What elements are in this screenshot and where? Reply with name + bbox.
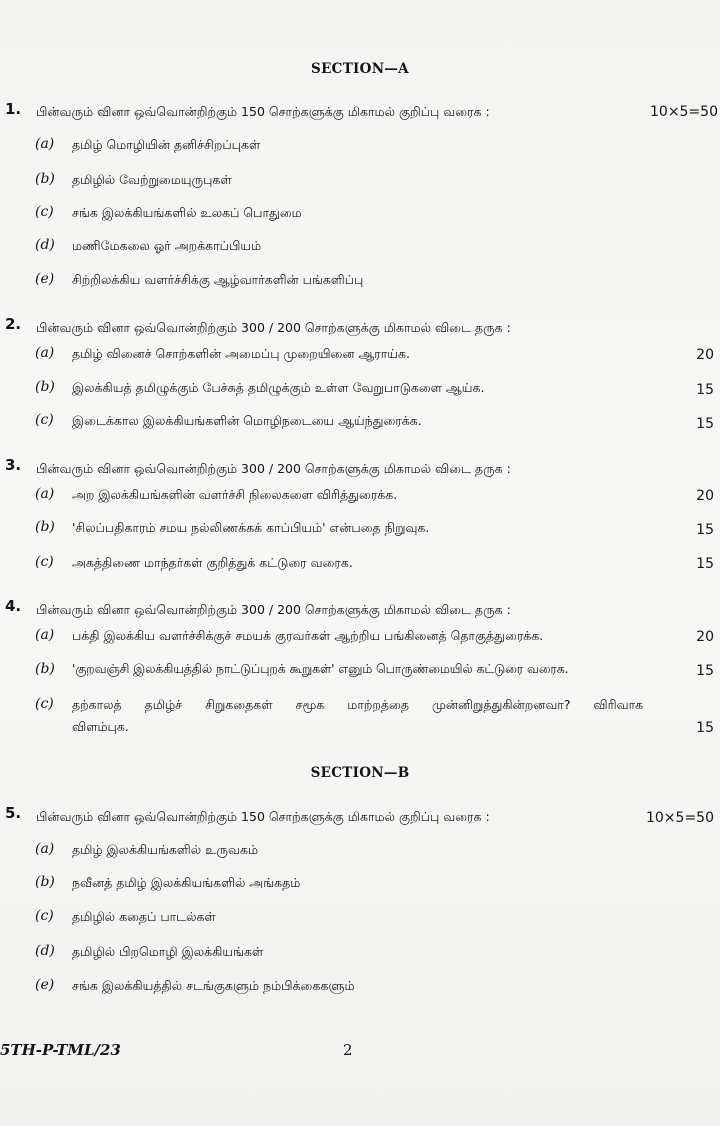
q5-c-label: (c) [35, 908, 54, 924]
q2-a-marks: 20 [696, 347, 714, 363]
q5-a-label: (a) [35, 841, 55, 857]
q1-d-label: (d) [35, 237, 55, 253]
q4-a-marks: 20 [696, 629, 714, 645]
q1-c-text: சங்க இலக்கியங்களில் உலகப் பொதுமை [72, 205, 302, 220]
q5-e-label: (e) [35, 977, 55, 993]
q4-c-text: தற்காலத் தமிழ்ச் சிறுகதைகள் சமூக மாற்றத்தை முன்னிறுத்துகின்றனவா? விரிவாக [72, 697, 644, 712]
q4-a-text: பக்தி இலக்கிய வளர்ச்சிக்குச் சமயக் குரவர்கள் ஆற்றிய பங்கினைத் தொகுத்துரைக்க. [72, 628, 544, 643]
q3-a-marks: 20 [696, 488, 714, 504]
q1-d-text: மணிமேகலை ஓர் அறக்காப்பியம் [72, 238, 262, 253]
question-2-text: பின்வரும் வினா ஒவ்வொன்றிற்கும் 300 / 200 சொற்களுக்கு மிகாமல் விடை தருக : [36, 320, 511, 335]
q5-e-text: சங்க இலக்கியத்தில் சடங்குகளும் நம்பிக்கைகளும் [72, 978, 355, 993]
section-b-title: SECTION—B [310, 765, 410, 781]
q1-a-label: (a) [35, 136, 55, 152]
q2-b-label: (b) [35, 379, 55, 395]
q3-c-marks: 15 [696, 556, 714, 572]
q1-b-text: தமிழில் வேற்றுமையுருபுகள் [72, 172, 232, 187]
q4-b-text: 'குறவஞ்சி இலக்கியத்தில் நாட்டுப்புறக் கூறுகள்' எனும் பொருண்மையில் கட்டுரை வரைக. [72, 662, 569, 676]
q2-a-label: (a) [35, 345, 55, 361]
q3-c-label: (c) [35, 554, 54, 570]
q5-a-text: தமிழ் இலக்கியங்களில் உருவகம் [72, 842, 259, 857]
q3-c-text: அகத்திணை மாந்தர்கள் குறித்துக் கட்டுரை வரைக. [72, 555, 353, 570]
q1-b-label: (b) [35, 171, 55, 187]
q5-b-label: (b) [35, 874, 55, 890]
q2-c-marks: 15 [696, 416, 714, 432]
question-2-number: 2. [5, 315, 22, 333]
q5-b-text: நவீனத் தமிழ் இலக்கியங்களில் அங்கதம் [72, 875, 301, 890]
q5-c-text: தமிழில் கதைப் பாடல்கள் [72, 909, 216, 924]
q4-a-label: (a) [35, 627, 55, 643]
page-number: 2 [343, 1041, 353, 1059]
q2-b-text: இலக்கியத் தமிழுக்கும் பேச்சுத் தமிழுக்கும் உள்ள வேறுபாடுகளை ஆய்க. [72, 380, 485, 395]
question-5-number: 5. [5, 804, 22, 822]
q5-d-label: (d) [35, 943, 55, 959]
question-5-text: பின்வரும் வினா ஒவ்வொன்றிற்கும் 150 சொற்களுக்கு மிகாமல் குறிப்பு வரைக : [36, 809, 490, 824]
q1-e-label: (e) [35, 271, 55, 287]
q2-c-label: (c) [35, 412, 54, 428]
q1-c-label: (c) [35, 204, 54, 220]
question-4-text: பின்வரும் வினா ஒவ்வொன்றிற்கும் 300 / 200 சொற்களுக்கு மிகாமல் விடை தருக : [36, 602, 511, 617]
question-1-text: பின்வரும் வினா ஒவ்வொன்றிற்கும் 150 சொற்களுக்கு மிகாமல் குறிப்பு வரைக : [36, 104, 490, 119]
q3-a-label: (a) [35, 486, 55, 502]
question-4-number: 4. [5, 597, 22, 615]
question-5-marks: 10×5=50 [646, 810, 714, 826]
question-3-text: பின்வரும் வினா ஒவ்வொன்றிற்கும் 300 / 200 சொற்களுக்கு மிகாமல் விடை தருக : [36, 461, 511, 476]
q1-e-text: சிற்றிலக்கிய வளர்ச்சிக்கு ஆழ்வார்களின் பங்களிப்பு [72, 272, 364, 287]
section-a-title: SECTION—A [311, 61, 409, 77]
q3-b-label: (b) [35, 519, 55, 535]
q3-b-marks: 15 [696, 522, 714, 538]
q3-b-text: 'சிலப்பதிகாரம் சமய நல்லிணக்கக் காப்பியம்' என்பதை நிறுவுக. [72, 520, 430, 535]
q2-a-text: தமிழ் வினைச் சொற்களின் அமைப்பு முறையினை ஆராய்க. [72, 346, 410, 361]
question-3-number: 3. [5, 456, 22, 474]
paper-code: 5TH-P-TML/23 [0, 1041, 121, 1059]
q4-c-label: (c) [35, 696, 54, 712]
q1-a-text: தமிழ் மொழியின் தனிச்சிறப்புகள் [72, 137, 261, 152]
q5-d-text: தமிழில் பிறமொழி இலக்கியங்கள் [72, 944, 264, 959]
q4-c-text-line2: விளம்புக. [72, 719, 129, 734]
question-1-marks: 10×5=50 [650, 104, 718, 120]
q4-c-marks: 15 [696, 720, 714, 736]
q4-b-label: (b) [35, 661, 55, 677]
q3-a-text: அற இலக்கியங்களின் வளர்ச்சி நிலைகளை விரித்துரைக்க. [72, 487, 398, 502]
q4-b-marks: 15 [696, 663, 714, 679]
question-1-number: 1. [5, 100, 22, 118]
q2-c-text: இடைக்கால இலக்கியங்களின் மொழிநடையை ஆய்ந்துரைக்க. [72, 413, 422, 428]
q2-b-marks: 15 [696, 382, 714, 398]
